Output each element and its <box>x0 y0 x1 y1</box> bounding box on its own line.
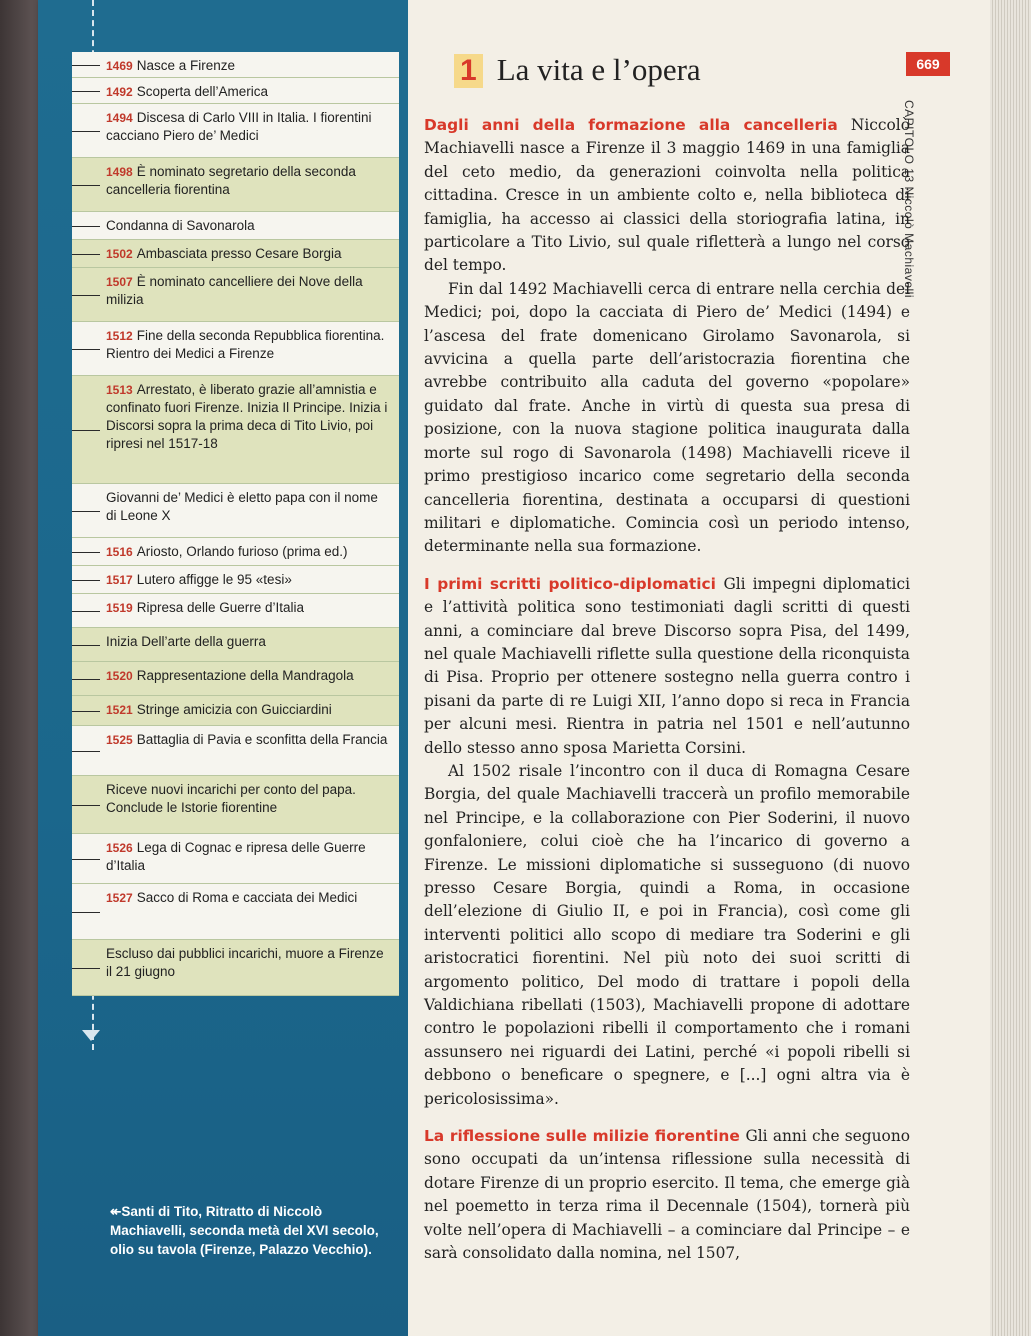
timeline-text: Battaglia di Pavia e sconfitta della Francia <box>136 732 388 747</box>
timeline-year: 1519 <box>106 601 133 615</box>
timeline-tick <box>72 91 100 92</box>
timeline-text: Inizia Dell’arte della guerra <box>106 634 266 649</box>
section-title <box>454 52 910 108</box>
timeline-year: 1469 <box>106 59 133 73</box>
timeline-year: 1521 <box>106 703 133 717</box>
timeline-text: Discesa di Carlo VIII in Italia. I fiorentini cacciano Piero de’ Medici <box>106 110 372 143</box>
timeline-entry <box>72 834 399 884</box>
timeline-tick <box>72 611 100 612</box>
paragraph-heading: Dagli anni della formazione alla cancelleria <box>424 116 851 134</box>
page-edges <box>990 0 1031 1336</box>
timeline-year: 1525 <box>106 733 133 747</box>
timeline-entry <box>72 322 399 376</box>
timeline-year: 1492 <box>106 85 133 99</box>
timeline-text: È nominato segretario della seconda cancelleria fiorentina <box>106 164 356 197</box>
timeline-text: Ripresa delle Guerre d’Italia <box>136 600 305 615</box>
timeline-text: Arrestato, è liberato grazie all’amnistia e confinato fuori Firenze. Inizia Il Principe. Inizia i Discorsi sopra la prima deca di Tito Livio, poi ripresi nel 1517-18 <box>106 382 388 451</box>
timeline-entry <box>72 484 399 538</box>
timeline-entry <box>72 566 399 594</box>
timeline-entry <box>72 78 399 104</box>
timeline-tick <box>72 511 100 512</box>
timeline-text: Sacco di Roma e cacciata dei Medici <box>136 890 358 905</box>
timeline-entry <box>72 726 399 776</box>
timeline-tick <box>72 65 100 66</box>
timeline-tick <box>72 805 100 806</box>
timeline-text: Condanna di Savonarola <box>106 218 255 233</box>
timeline-year: 1526 <box>106 841 133 855</box>
timeline-tick <box>72 185 100 186</box>
timeline-text: Giovanni de’ Medici è eletto papa con il nome di Leone X <box>106 490 378 523</box>
paragraph-heading: I primi scritti politico-diplomatici <box>424 574 724 593</box>
timeline-tick <box>72 711 100 712</box>
timeline-text: Riceve nuovi incarichi per conto del papa. Conclude le Istorie fiorentine <box>106 782 356 815</box>
timeline-text: Ariosto, Orlando furioso (prima ed.) <box>136 544 348 559</box>
timeline-text: Lutero affigge le 95 «tesi» <box>136 572 292 587</box>
timeline-text: Fine della seconda Repubblica fiorentina. Rientro dei Medici a Firenze <box>106 328 385 361</box>
left-arrow-icon: ↞ <box>110 1204 122 1219</box>
timeline-entry <box>72 628 399 662</box>
timeline-entry <box>72 268 399 322</box>
body-text <box>424 114 910 1266</box>
paragraph-text: Al 1502 risale l’incontro con il duca di Romagna Cesare Borgia, del quale Machiavelli traccerà un profilo memorabile nel Principe, e la collaborazione con Pier Soderini, il nuovo gonfaloniere, colui cioè che ha l’incarico di governo a Firenze. Le missioni diplomatiche si susseguono (di nuovo presso Cesare Borgia, quindi a Roma, in occasione dell’elezione di Giulio II, e poi in Francia), così come gli interventi politici allo scopo di mediare tra Soderini e gli aristocratici fiorentini. Nel più noto dei suoi scritti di argomento politico, Del modo di trattare i popoli della Valdichiana ribellati (1503), Machiavelli propone di adottare contro le popolazioni ribelli il comportamento che i romani assunsero nei riguardi dei Latini, perché «i popoli ribelli si debbono o beneficare o spegnere, e [...] ogni altra via è pericolosissima». <box>424 761 910 1108</box>
timeline-year: 1512 <box>106 329 133 343</box>
timeline-year: 1517 <box>106 573 133 587</box>
timeline-entry <box>72 538 399 566</box>
timeline-tick <box>72 349 100 350</box>
timeline-arrow-icon <box>82 1030 100 1041</box>
timeline-tick <box>72 226 100 227</box>
paragraph <box>424 573 910 760</box>
page-number: 669 <box>906 52 950 76</box>
timeline-year: 1494 <box>106 111 133 125</box>
timeline-tick <box>72 968 100 969</box>
timeline-year: 1507 <box>106 275 133 289</box>
paragraph <box>424 760 910 1111</box>
timeline-text: Lega di Cognac e ripresa delle Guerre d’Italia <box>106 840 366 873</box>
timeline-entry <box>72 212 399 240</box>
section-number: 1 <box>454 54 483 88</box>
timeline-tick <box>72 131 100 132</box>
timeline-year: 1502 <box>106 247 133 261</box>
timeline-tick <box>72 580 100 581</box>
timeline-tick <box>72 859 100 860</box>
timeline-entry <box>72 240 399 268</box>
timeline-text: Rappresentazione della Mandragola <box>136 668 354 683</box>
timeline-text: Ambasciata presso Cesare Borgia <box>136 246 342 261</box>
timeline-entry <box>72 884 399 940</box>
timeline-entry <box>72 52 399 78</box>
timeline-tick <box>72 430 100 431</box>
timeline-text: Scoperta dell’America <box>136 84 269 99</box>
timeline-entry <box>72 104 399 158</box>
timeline-tick <box>72 295 100 296</box>
timeline-entry <box>72 940 399 996</box>
timeline-entry <box>72 662 399 696</box>
paragraph-text: Niccolò Machiavelli nasce a Firenze il 3 maggio 1469 in una famiglia del ceto medio, da generazioni coinvolta nella politica cittadina. Cresce in un ambiente colto e, nella biblioteca di famiglia, ha accesso ai classici della storiografia latina, in particolare a Tito Livio, sul quale rifletterà a lungo nel corso del tempo. <box>424 116 910 275</box>
timeline-entry <box>72 696 399 726</box>
timeline-text: È nominato cancelliere dei Nove della milizia <box>106 274 363 307</box>
timeline-year: 1498 <box>106 165 133 179</box>
timeline-year: 1516 <box>106 545 133 559</box>
paragraph <box>424 1125 910 1265</box>
timeline <box>72 52 399 996</box>
timeline-text: Escluso dai pubblici incarichi, muore a Firenze il 21 giugno <box>106 946 384 979</box>
paragraph-text: Gli impegni diplomatici e l’attività politica sono testimoniati dagli scritti di questi anni, a cominciare dal breve Discorso sopra Pisa, del 1499, nel quale Machiavelli riflette sulla questione della riconquista di Pisa. Proprio per ottenere sostegno nella guerra contro i pisani da parte di re Luigi XII, l’anno dopo si reca in Francia per alcuni mesi. Rientra in patria nel 1501 e nell’autunno dello stesso anno sposa Marietta Corsini. <box>424 574 910 757</box>
timeline-entry <box>72 594 399 628</box>
paragraph-heading: La riflessione sulle milizie fiorentine <box>424 1127 746 1146</box>
chapter-tab: CAPITOLO 13 Niccolò Machiavelli <box>902 100 916 299</box>
timeline-year: 1527 <box>106 891 133 905</box>
timeline-entry <box>72 776 399 834</box>
timeline-year: 1513 <box>106 383 133 397</box>
timeline-text: Nasce a Firenze <box>136 58 235 73</box>
section-heading: La vita e l’opera <box>496 52 701 87</box>
timeline-tick <box>72 912 100 913</box>
timeline-tick <box>72 552 100 553</box>
timeline-tick <box>72 751 100 752</box>
timeline-entry <box>72 376 399 484</box>
paragraph <box>424 114 910 278</box>
paragraph-text: Gli anni che seguono sono occupati da un’intensa riflessione sulla necessità di dotare Firenze di un proprio esercito. Il tema, che emerge già nel poemetto in terza rima il Decennale (1504), tornerà più volte nell’opera di Machiavelli – a cominciare dal Principe – e sarà consolidato dalla nomina, nel 1507, <box>424 1127 910 1263</box>
paragraph-text: Fin dal 1492 Machiavelli cerca di entrare nella cerchia dei Medici; poi, dopo la cacciata di Piero de’ Medici (1494) e l’ascesa del frate domenicano Girolamo Savonarola, si avvicina a quella parte dell’aristocrazia fiorentina che avrebbe contribuito alla caduta del governo «popolare» guidato dal frate. Anche in virtù di questa sua presa di posizione, con la nuova stagione politica inaugurata dalla morte sul rogo di Savonarola (1498) Machiavelli riceve il primo prestigioso incarico come segretario della seconda cancelleria fiorentina, destinata a occuparsi di questioni militari e diplomatiche. Comincia così un periodo intenso, determinante nella sua formazione. <box>424 279 910 556</box>
timeline-entry <box>72 158 399 212</box>
timeline-year: 1520 <box>106 669 133 683</box>
image-caption: ↞Santi di Tito, Ritratto di Niccolò Machiavelli, seconda metà del XVI secolo, olio su tavola (Firenze, Palazzo Vecchio). <box>110 1204 379 1257</box>
timeline-tick <box>72 254 100 255</box>
timeline-text: Stringe amicizia con Guicciardini <box>136 702 332 717</box>
timeline-tick <box>72 679 100 680</box>
timeline-tick <box>72 645 100 646</box>
main-text <box>424 52 910 1266</box>
paragraph <box>424 278 910 559</box>
